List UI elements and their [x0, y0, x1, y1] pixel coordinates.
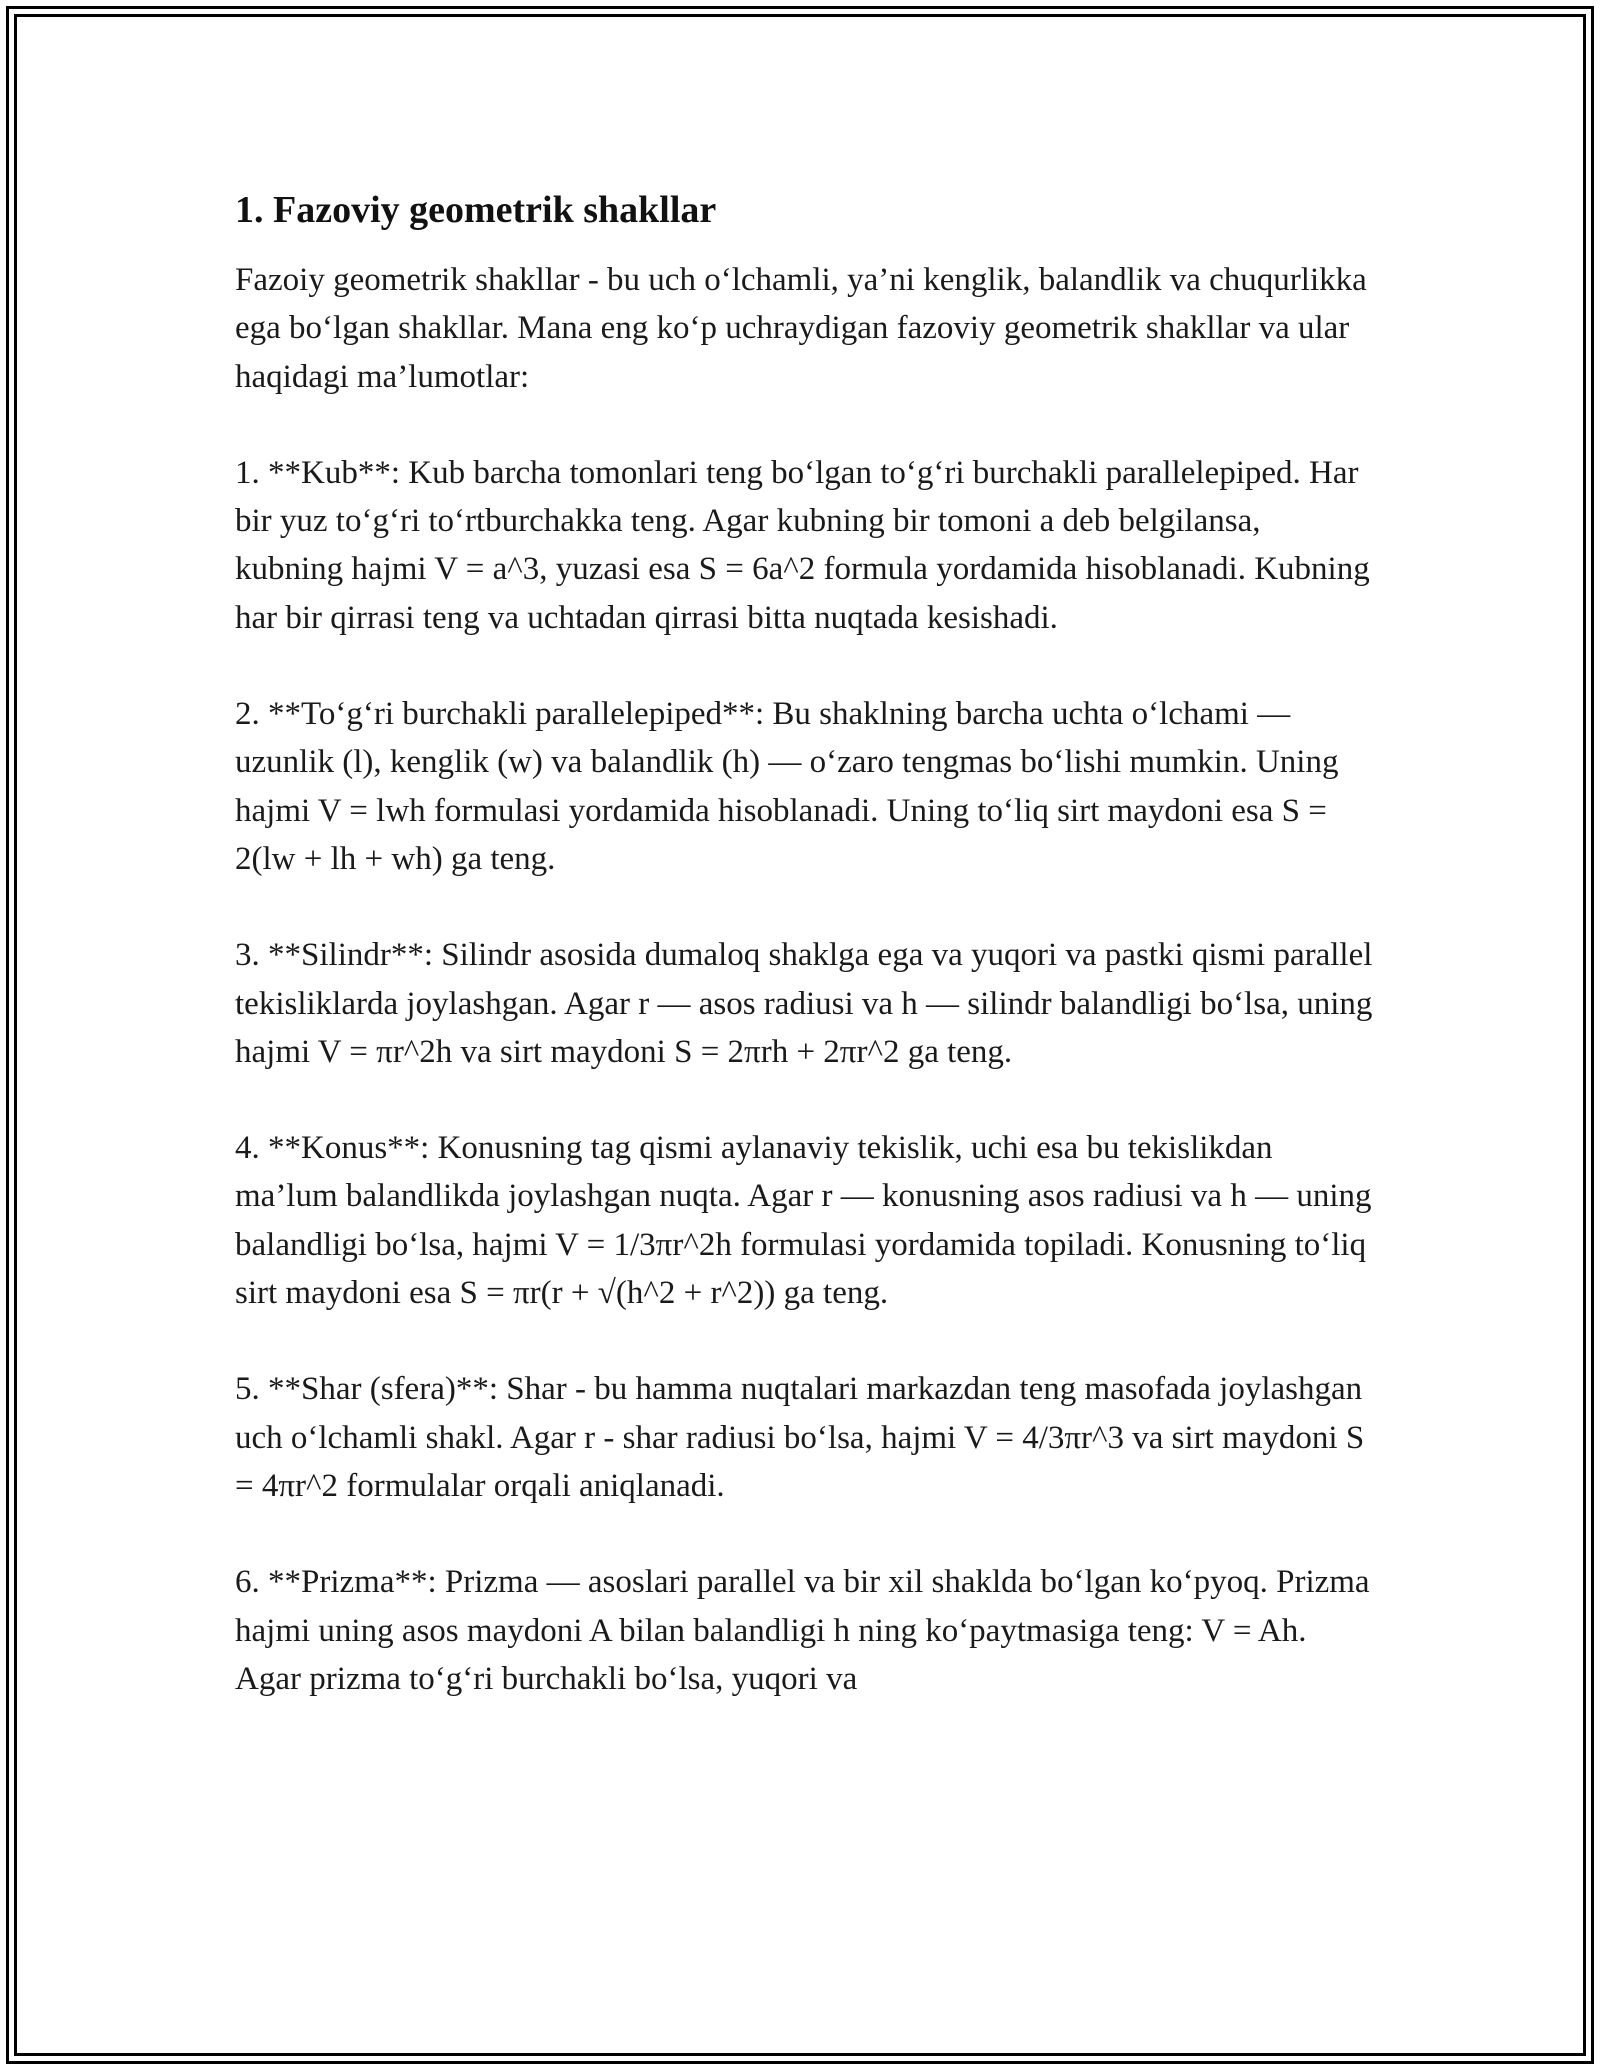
document-body — [235, 186, 1375, 1751]
item-konus-paragraph: 4. **Konus**: Konusning tag qismi aylanaviy tekislik, uchi esa bu tekislikdan ma’lum balandlikda joylashgan nuqta. Agar r — konusning asos radiusi va h — uning balandligi bo‘lsa, hajmi V = 1/3πr^2h formulasi yordamida topiladi. Konusning to‘liq sirt maydoni esa S = πr(r + √(h^2 + r^2)) ga teng. — [235, 1130, 1372, 1312]
item-kub-paragraph: 1. **Kub**: Kub barcha tomonlari teng bo‘lgan to‘g‘ri burchakli parallelepiped. Har bir yuz to‘g‘ri to‘rtburchakka teng. Agar kubning bir tomoni a deb belgilansa, kubning hajmi V = a^3, yuzasi esa S = 6a^2 formula yordamida hisoblanadi. Kubning har bir qirrasi teng va uchtadan qirrasi bitta nuqtada kesishadi. — [235, 454, 1370, 636]
item-parallelepiped-paragraph: 2. **To‘g‘ri burchakli parallelepiped**: Bu shaklning barcha uchta o‘lchami — uzunlik (l), kenglik (w) va balandlik (h) — o‘zaro tengmas bo‘lishi mumkin. Uning hajmi V = lwh formulasi yordamida hisoblanadi. Uning to‘liq sirt maydoni esa S = 2(lw + lh + wh) ga teng. — [235, 696, 1339, 877]
section-heading: 1. Fazoviy geometrik shakllar — [235, 189, 717, 231]
item-shar-paragraph: 5. **Shar (sfera)**: Shar - bu hamma nuqtalari markazdan teng masofada joylashgan uch o‘lchamli shakl. Agar r - shar radiusi bo‘lsa, hajmi V = 4/3πr^3 va sirt maydoni S = 4πr^2 formulalar orqali aniqlanadi. — [235, 1371, 1365, 1504]
item-silindr-paragraph: 3. **Silindr**: Silindr asosida dumaloq shaklga ega va yuqori va pastki qismi parallel tekisliklarda joylashgan. Agar r — asos radiusi va h — silindr balandligi bo‘lsa, uning hajmi V = πr^2h va sirt maydoni S = 2πrh + 2πr^2 ga teng. — [235, 937, 1373, 1070]
intro-paragraph: Fazoiy geometrik shakllar - bu uch o‘lchamli, ya’ni kenglik, balandlik va chuqurlikka ega bo‘lgan shakllar. Mana eng ko‘p uchraydigan fazoviy geometrik shakllar va ular haqidagi ma’lumotlar: — [235, 262, 1367, 395]
item-prizma-paragraph: 6. **Prizma**: Prizma — asoslari parallel va bir xil shaklda bo‘lgan ko‘pyoq. Prizma hajmi uning asos maydoni A bilan balandligi h ning ko‘paytmasiga teng: V = Ah. Agar prizma to‘g‘ri burchakli bo‘lsa, yuqori va — [235, 1564, 1370, 1697]
